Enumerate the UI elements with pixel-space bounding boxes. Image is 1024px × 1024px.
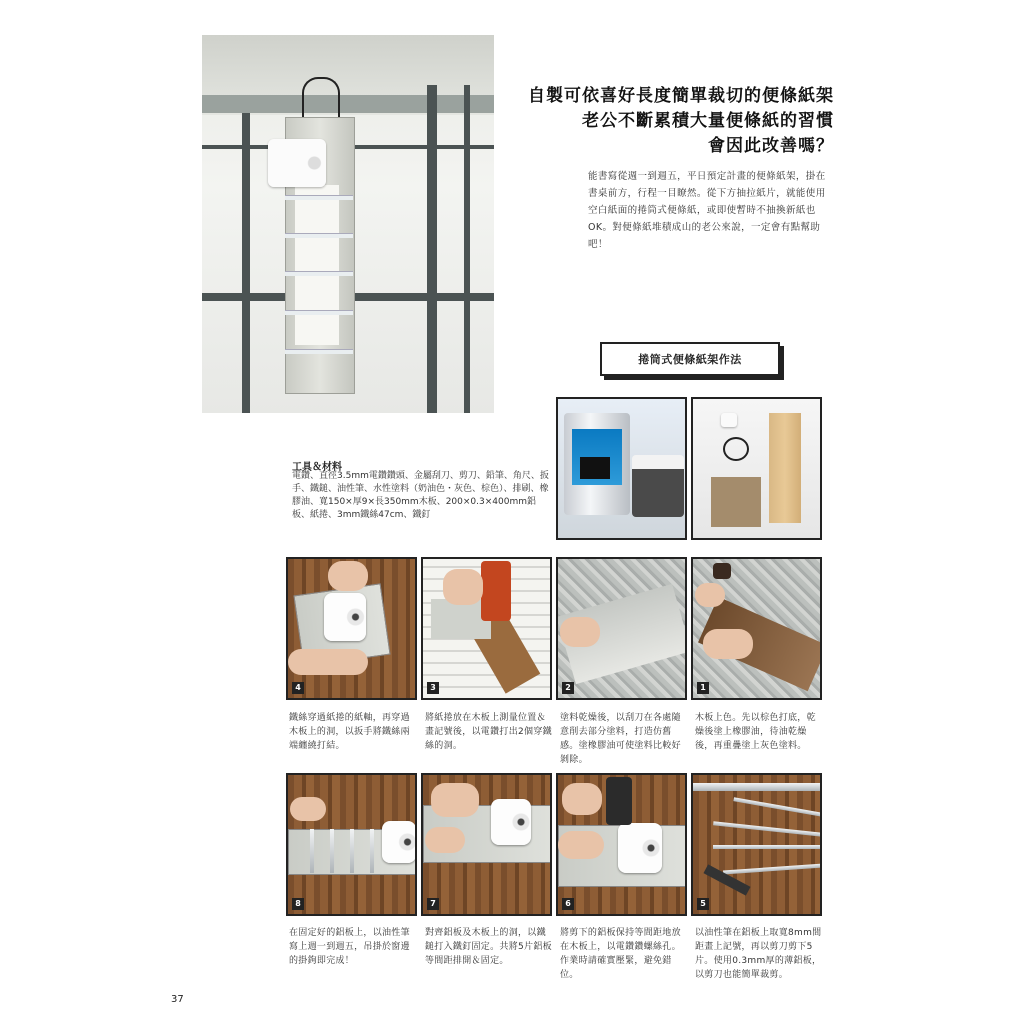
page-number: 37 [171,994,184,1005]
step-4-caption: 鐵絲穿過紙捲的紙軸，再穿過木板上的洞，以扳手將鐵絲兩端纏繞打結。 [289,713,410,751]
step-7-photo [421,773,552,916]
step-8-caption: 在固定好的鋁板上，以油性筆寫上週一到週五，吊掛於窗邊的掛鉤即完成！ [289,928,410,966]
step-5-photo [691,773,822,916]
hero-photo [202,35,494,413]
step-7-number: 7 [427,898,439,910]
step-3-caption: 將紙捲放在木板上測量位置＆畫記號後，以電鑽打出2個穿鐵絲的洞。 [425,713,552,751]
step-1-photo [691,557,822,700]
step-6-caption: 將剪下的鋁板保持等間距地放在木板上，以電鑽鑽螺絲孔。作業時請確實壓緊，避免錯位。 [560,928,681,980]
tools-title: 工具＆材料 [292,462,342,473]
step-5-caption: 以油性筆在鋁板上取寬8mm間距畫上記號，再以剪刀剪下5片。使用0.3mm厚的薄鋁板，以剪刀也能簡單裁剪。 [695,928,822,980]
headline-line-2: 老公不斷累積大量便條紙的習慣 [582,111,834,131]
step-5-number: 5 [697,898,709,910]
step-1-caption: 木板上色。先以棕色打底，乾燥後塗上橡膠油，待油乾燥後，再重疊塗上灰色塗料。 [695,713,816,751]
headline-line-3: 會因此改善嗎？ [708,136,834,156]
step-1-number: 1 [697,682,709,694]
step-6-photo [556,773,687,916]
step-8-number: 8 [292,898,304,910]
materials-photo-paint [556,397,687,540]
section-title [600,342,780,376]
step-2-number: 2 [562,682,574,694]
intro-paragraph: 能書寫從週一到週五，平日預定計畫的便條紙架，掛在書桌前方，行程一目瞭然。從下方抽拉紙片，就能使用空白紙面的捲筒式便條紙，或即使暫時不抽換新紙也OK。對便條紙堆積成山的老公來說，一定會有點幫助吧！ [588,171,826,250]
step-2-caption: 塗料乾燥後，以刮刀在各處隨意削去部分塗料，打造仿舊感。塗橡膠油可使塗料比較好剝除。 [560,713,681,765]
step-2-photo [556,557,687,700]
tools-materials-list: 電鑽、直徑3.5mm電鑽鑽頭、金屬刮刀、剪刀、鉛筆、角尺、扳手、鐵鎚、油性筆、水性塗料（奶油色・灰色、棕色）、排刷、橡膠油、寬150×厚9×長350mm木板、200×0.3×400mm鋁板、紙捲、3mm鐵絲47cm、鐵釘 [292,471,549,520]
step-3-number: 3 [427,682,439,694]
headline-line-1: 自製可依喜好長度簡單裁切的便條紙架 [528,86,834,106]
headline [528,84,834,159]
step-6-number: 6 [562,898,574,910]
section-title-text: 捲筒式便條紙架作法 [638,353,742,366]
step-4-photo [286,557,417,700]
step-7-caption: 對齊鋁板及木板上的洞，以鐵鎚打入鐵釘固定。共將5片鋁板等間距排開＆固定。 [425,928,552,966]
step-3-photo [421,557,552,700]
step-4-number: 4 [292,682,304,694]
step-8-photo [286,773,417,916]
materials-photo-wood [691,397,822,540]
